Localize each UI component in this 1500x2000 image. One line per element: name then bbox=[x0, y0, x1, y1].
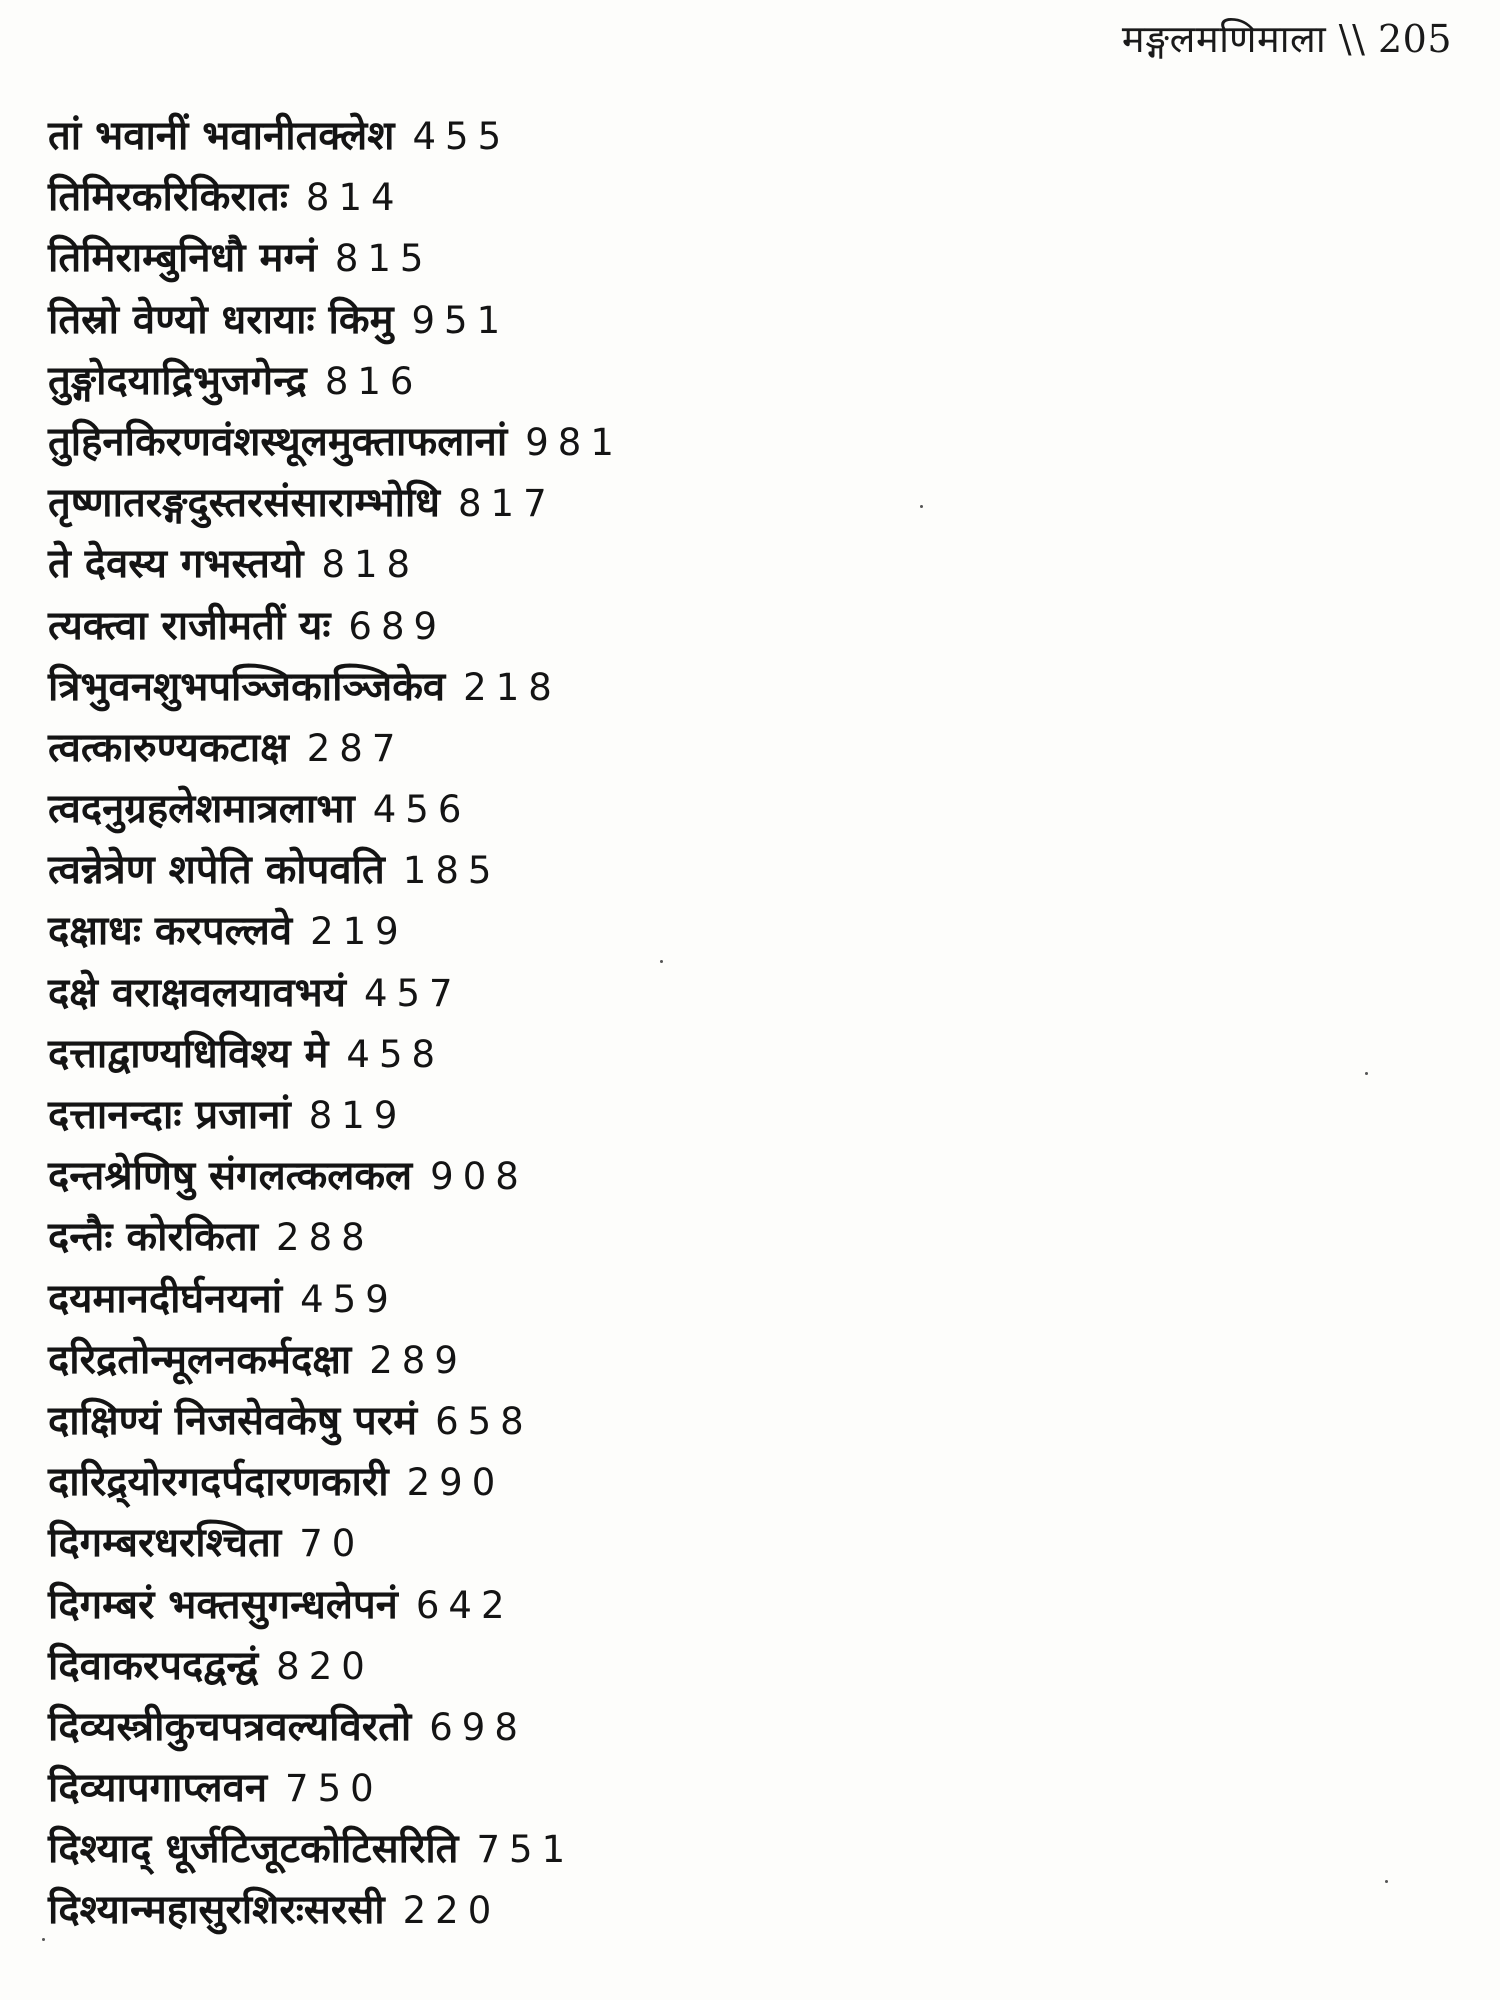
index-entry bbox=[48, 1024, 623, 1085]
index-entry bbox=[48, 1207, 623, 1268]
index-entry bbox=[48, 1697, 623, 1758]
entry-number: 951 bbox=[411, 298, 510, 342]
index-entry bbox=[48, 473, 623, 534]
entry-text: तिमिरकरिकिरातः bbox=[48, 174, 288, 221]
index-entry bbox=[48, 1146, 623, 1207]
scan-speck bbox=[660, 960, 663, 963]
entry-number: 689 bbox=[348, 604, 447, 648]
entry-text: ते देवस्य गभस्तयो bbox=[48, 541, 304, 588]
entry-number: 457 bbox=[363, 971, 462, 1015]
entry-number: 751 bbox=[476, 1828, 575, 1872]
index-entry bbox=[48, 1452, 623, 1513]
index-entry bbox=[48, 840, 623, 901]
entry-text: दारिद्र्योरगदर्पदारणकारी bbox=[48, 1459, 389, 1506]
entry-text: तां भवानीं भवानीतक्लेश bbox=[48, 113, 395, 159]
index-entry bbox=[48, 718, 623, 779]
entry-number: 819 bbox=[308, 1094, 407, 1137]
entry-text: दाक्षिण्यं निजसेवकेषु परमं bbox=[48, 1397, 418, 1444]
entry-text: त्वत्कारुण्यकटाक्ष bbox=[48, 724, 289, 771]
entry-number: 290 bbox=[406, 1461, 505, 1505]
scan-speck bbox=[920, 505, 923, 508]
entry-number: 750 bbox=[285, 1767, 383, 1811]
entry-number: 820 bbox=[276, 1644, 374, 1688]
entry-number: 814 bbox=[305, 176, 404, 220]
index-entry bbox=[48, 351, 623, 412]
entry-text: दिगम्बरं भक्तसुगन्धलेपनं bbox=[48, 1581, 398, 1628]
index-entry bbox=[48, 1391, 623, 1452]
index-entry bbox=[48, 1330, 623, 1391]
entry-number: 287 bbox=[306, 726, 405, 770]
index-entry bbox=[48, 596, 623, 657]
scan-speck bbox=[1365, 1072, 1368, 1075]
entry-number: 908 bbox=[430, 1155, 528, 1199]
entry-text: तिमिराम्बुनिधौ मग्नं bbox=[48, 235, 317, 282]
entry-text: दिश्यान्महासुरशिरःसरसी bbox=[48, 1887, 385, 1934]
entry-text: दक्षे वराक्षवलयावभयं bbox=[48, 969, 346, 1016]
entry-text: दरिद्रतोन्मूलनकर्मदक्षा bbox=[48, 1336, 352, 1383]
index-entry bbox=[48, 1575, 623, 1636]
entry-text: त्वदनुग्रहलेशमात्रलाभा bbox=[48, 786, 355, 833]
entry-number: 219 bbox=[310, 910, 408, 954]
entry-text: त्यक्त्वा राजीमतीं यः bbox=[48, 602, 331, 649]
entry-number: 70 bbox=[299, 1522, 365, 1566]
index-entry bbox=[48, 779, 623, 840]
entry-number: 815 bbox=[334, 237, 433, 281]
entry-number: 455 bbox=[412, 115, 511, 158]
entry-text: दन्तैः कोरकिता bbox=[48, 1214, 259, 1261]
verse-index-list bbox=[48, 106, 623, 1942]
entry-number: 818 bbox=[321, 543, 420, 587]
entry-text: दिश्याद् धूर्जटिजूटकोटिसरिति bbox=[48, 1826, 459, 1873]
entry-number: 458 bbox=[346, 1032, 445, 1076]
index-entry bbox=[48, 1269, 623, 1330]
index-entry bbox=[48, 412, 623, 473]
entry-text: तुहिनकिरणवंशस्थूलमुक्ताफलानां bbox=[48, 418, 508, 465]
entry-text: दिव्यस्त्रीकुचपत्रवल्यविरतो bbox=[48, 1703, 412, 1750]
entry-text: त्वन्नेत्रेण शपेति कोपवति bbox=[48, 847, 385, 894]
entry-number: 456 bbox=[372, 788, 471, 832]
index-entry bbox=[48, 534, 623, 595]
entry-number: 817 bbox=[458, 482, 556, 526]
entry-text: त्रिभुवनशुभपञ्जिकाञ्जिकेव bbox=[48, 663, 446, 710]
index-entry bbox=[48, 167, 623, 228]
index-entry bbox=[48, 228, 623, 289]
index-entry bbox=[48, 1819, 623, 1880]
entry-number: 642 bbox=[415, 1583, 514, 1627]
entry-number: 289 bbox=[369, 1338, 467, 1382]
index-entry bbox=[48, 963, 623, 1024]
entry-text: दक्षाधः करपल्लवे bbox=[48, 908, 293, 955]
entry-text: दिवाकरपदद्वन्द्वं bbox=[48, 1642, 259, 1689]
entry-number: 185 bbox=[402, 849, 501, 893]
running-header bbox=[1122, 12, 1452, 64]
entry-number: 459 bbox=[300, 1277, 398, 1321]
entry-text: दन्तश्रेणिषु संगलत्कलकल bbox=[48, 1153, 413, 1200]
entry-number: 220 bbox=[402, 1889, 501, 1933]
index-entry bbox=[48, 290, 623, 351]
entry-number: 218 bbox=[463, 665, 561, 709]
entry-number: 288 bbox=[276, 1216, 374, 1260]
entry-text: तिस्रो वेण्यो धरायाः किमु bbox=[48, 296, 394, 343]
entry-text: दत्तानन्दाः प्रजानां bbox=[48, 1092, 291, 1138]
index-entry bbox=[48, 106, 623, 167]
index-entry bbox=[48, 1758, 623, 1819]
entry-text: दिगम्बरधरश्चिता bbox=[48, 1520, 282, 1567]
scan-speck bbox=[42, 1938, 45, 1941]
entry-number: 698 bbox=[429, 1705, 527, 1749]
index-entry bbox=[48, 657, 623, 718]
entry-text: तृष्णातरङ्गदुस्तरसंसाराम्भोधि bbox=[48, 480, 440, 527]
entry-text: दिव्यापगाप्लवन bbox=[48, 1765, 268, 1812]
entry-number: 658 bbox=[435, 1399, 533, 1443]
index-entry bbox=[48, 1880, 623, 1941]
index-entry bbox=[48, 1085, 623, 1146]
page-number: 205 bbox=[1377, 17, 1452, 61]
index-entry bbox=[48, 1513, 623, 1574]
entry-number: 816 bbox=[324, 359, 423, 403]
scan-speck bbox=[1385, 1880, 1388, 1883]
entry-text: दत्ताद्वाण्यधिविश्य मे bbox=[48, 1030, 329, 1077]
entry-number: 981 bbox=[525, 420, 623, 464]
entry-text: तुङ्गोदयाद्रिभुजगेन्द्र bbox=[48, 357, 307, 404]
index-entry bbox=[48, 901, 623, 962]
book-title: मङ्गलमणिमाला bbox=[1121, 17, 1327, 61]
header-separator: \\ bbox=[1338, 17, 1366, 61]
entry-text: दयमानदीर्घनयनां bbox=[48, 1275, 283, 1322]
index-entry bbox=[48, 1636, 623, 1697]
